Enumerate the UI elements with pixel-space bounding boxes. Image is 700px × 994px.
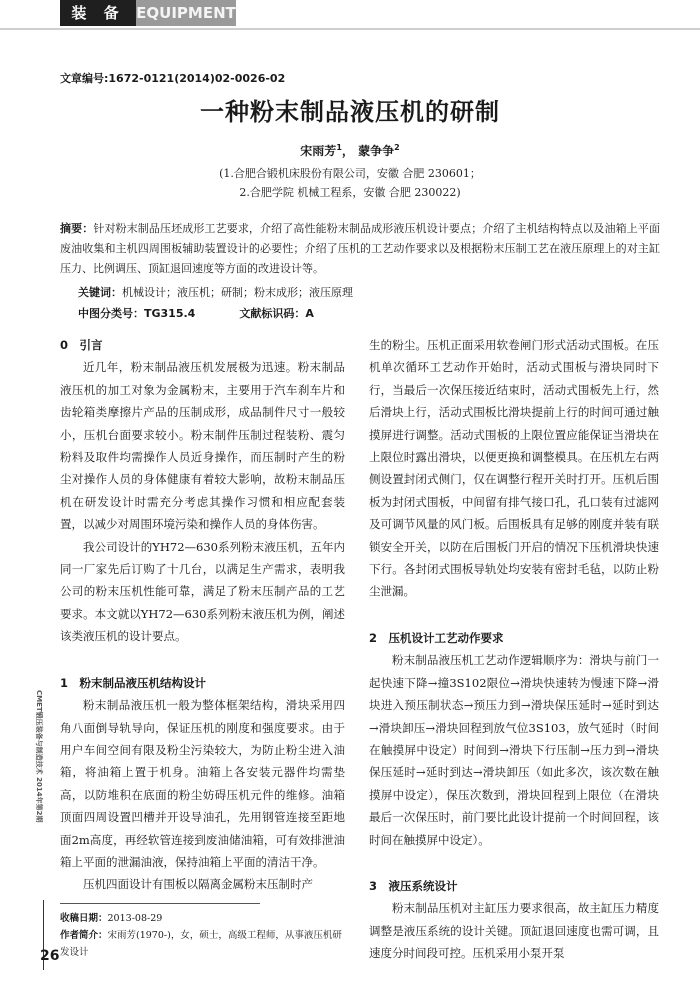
author-separator: ， — [341, 144, 354, 158]
body-paragraph: 近几年，粉末制品液压机发展极为迅速。粉末制品液压机的加工对象为金属粉末，主要用于汽车刹车片和齿轮箱类摩擦片产品的压制成形，成品制件尺寸一般较小，压机台面要求较小。粉末制件压制过程装粉、震匀粉料及取件均需操作人员近身操作，而压制时产生的粉尘对操作人员的身体健康有着较大影响，故粉末制品压机在研发设计时需充分考虑其操作习惯和相应配套装置，以减少对周围环境污染和操作人员的身体伤害。 — [60, 360, 345, 532]
article-number: 文章编号:1672-0121(2014)02-0026-02 — [60, 72, 286, 85]
body-paragraph: 压机四面设计有围板以隔离金属粉末压制时产 — [83, 877, 313, 892]
footnote — [60, 910, 350, 961]
side-journal-text: CMET锻压装备与制造技术 2014年第2期 — [35, 690, 43, 823]
author-affil-mark: 2 — [394, 143, 400, 152]
author-affil-mark: 1 — [336, 143, 342, 152]
section-tag — [60, 0, 235, 26]
footnote-rule — [60, 903, 260, 904]
author-line — [0, 142, 700, 159]
section-tag-cn: 装 备 — [60, 0, 136, 26]
body-column-left — [60, 334, 345, 896]
classification-line — [78, 305, 314, 321]
page-number: 26 — [40, 948, 60, 964]
received-label: 收稿日期： — [60, 913, 108, 924]
body-paragraph: 粉末制品压机对主缸压力要求很高，故主缸压力精度调整是液压系统的设计关键。顶缸退回速度也需可调，且速度分时间段可控。压机采用小泵开泵 — [369, 901, 659, 961]
paper-title: 一种粉末制品液压机的研制 — [200, 98, 500, 126]
doc-code-value: A — [305, 307, 314, 320]
side-journal-label — [33, 690, 45, 920]
author-bio — [60, 927, 350, 961]
section-heading: 3 液压系统设计 — [369, 878, 458, 893]
section-heading: 1 粉末制品液压机结构设计 — [60, 675, 207, 690]
body-paragraph: 粉末制品液压机工艺动作逻辑顺序为：滑块与前门一起快速下降→撞3S102限位→滑块快速转为慢速下降→滑块进入预压制状态→预压力到→滑块保压延时→延时到达→滑块卸压→滑块回程到放气位3S103，放气延时（时间在触摸屏中设定）时间到→滑块下行压制→压力到→滑块保压延时→延时到达→滑块卸压（如此多次，该次数在触摸屏中设定），保压次数到，滑块回程到上限位（在滑块最后一次保压时，前门要比此设计提前一个时间回程，该时间在触摸屏中设定）。 — [369, 653, 659, 847]
keywords — [78, 284, 353, 300]
body-paragraph: 我公司设计的YH72—630系列粉末液压机，五年内同一厂家先后订购了十几台，以满足生产需求，表明我公司的粉末压机性能可靠，满足了粉末压制产品的工艺要求。本文就以YH72—630系列粉末液压机为例，阐述该类液压机的设计要点。 — [60, 539, 345, 644]
clc-value: TG315.4 — [144, 307, 196, 320]
body-paragraph: 生的粉尘。压机正面采用软卷闸门形式活动式围板。在压机单次循环工艺动作开始时，活动式围板与滑块同时下行，当最后一次保压接近结束时，活动式围板先上行，然后滑块上行，活动式围板比滑块提前上行的时间可通过触摸屏进行调整。活动式围板的上限位置应能保证当滑块在上限位时露出滑块，以便更换和调整模具。在压机左右两侧设置封闭式侧门，仅在调整行程开关时打开。压机后围板为封闭式围板，中间留有排气接口孔，孔口装有过滤网及可调节风量的风门板。后围板具有足够的刚度并装有联锁安全开关，以防在后围板门开启的情况下压机滑块快速下行。各封闭式围板导轨处均安装有密封毛毡，以防止粉尘泄漏。 — [369, 338, 659, 599]
author-name: 宋雨芳 — [300, 144, 337, 158]
section-tag-en: EQUIPMENT — [136, 0, 236, 26]
clc-label: 中图分类号： — [78, 307, 144, 320]
author-name: 蒙争争 — [358, 144, 395, 158]
abstract-text: 针对粉末制品压坯成形工艺要求，介绍了高性能粉末制品成形液压机设计要点；介绍了主机结构特点以及油箱上平面废油收集和主机四周围板辅助装置设计的必要性；介绍了压机的工艺动作要求以及根据粉末压制工艺在液压原理上的对主缸压力、比例调压、顶缸退回速度等方面的改进设计等。 — [60, 222, 661, 275]
affiliation-1: (1.合肥合锻机床股份有限公司，安徽 合肥 230601； — [219, 167, 481, 180]
received-date — [60, 910, 350, 927]
abstract — [60, 219, 660, 279]
doc-code-label: 文献标识码： — [239, 307, 306, 320]
received-value: 2013-08-29 — [107, 913, 163, 924]
bio-label: 作者简介： — [60, 930, 108, 941]
abstract-label: 摘要： — [60, 222, 94, 235]
keywords-label: 关键词： — [78, 286, 122, 299]
bio-text: 宋雨芳(1970-)，女，硕士，高级工程师，从事液压机研发设计 — [60, 930, 342, 958]
keywords-text: 机械设计；液压机；研制；粉末成形；液压原理 — [122, 286, 353, 299]
section-heading: 2 压机设计工艺动作要求 — [369, 630, 504, 645]
affiliation-2: 2.合肥学院 机械工程系，安徽 合肥 230022) — [239, 186, 461, 199]
header-rule — [0, 28, 700, 30]
body-column-right — [369, 334, 659, 965]
body-paragraph: 粉末制品液压机一般为整体框架结构，滑块采用四角八面倒导轨导向，保证压机的刚度和强度要求。由于用户车间空间有限及粉尘污染较大，为防止粉尘进入油箱，将油箱上置于机身。油箱上各安装元器件均需垫高，以防堆积在底面的粉尘妨碍压机元件的维修。油箱顶面四周设置凹槽并开设导油孔，先用钢管连接至距地面2m高度，再经软管连接到废油储油箱，可有效排泄油箱上平面的泄漏油液，保持油箱上平面的清洁干净。 — [60, 698, 345, 869]
section-heading: 0 引言 — [60, 338, 103, 352]
